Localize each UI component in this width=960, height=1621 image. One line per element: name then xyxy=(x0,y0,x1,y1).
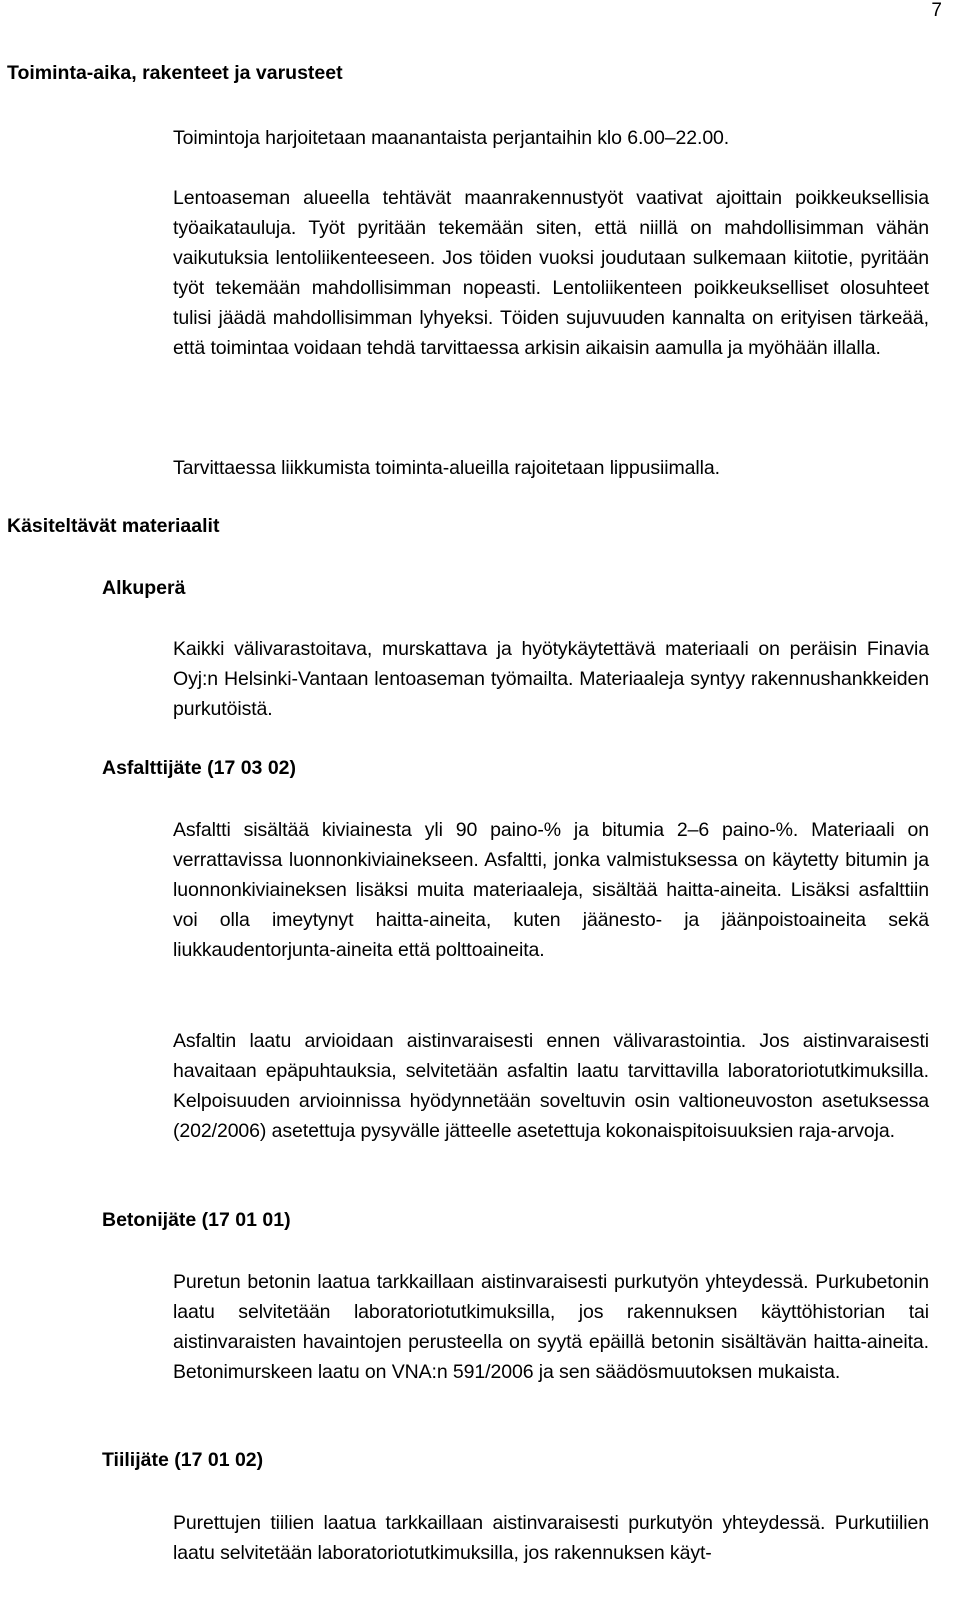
paragraph-asphalt-content: Asfaltti sisältää kiviainesta yli 90 paino-% ja bitumia 2–6 paino-%. Materiaali on verrattavissa luonnonkiviainekseen. Asfaltti, jonka valmistuksessa on käytetty bitumin ja luonnonkiviaineksen lisäksi muita materiaaleja, sisältää haitta-aineita. Lisäksi asfalttiin voi olla imeytynyt haitta-aineita, kuten jäänesto- ja jäänpoistoaineita sekä liukkaudentorjunta-aineita että polttoaineita. xyxy=(173,819,929,961)
paragraph-brick: Purettujen tiilien laatua tarkkaillaan aistinvaraisesti purkutyön yhteydessä. Purkutiilien laatu selvitetään laboratoriotutkimuksilla, jos rakennuksen käyt- xyxy=(173,1512,929,1564)
paragraph-earthworks: Lentoaseman alueella tehtävät maanrakennustyöt vaativat ajoittain poikkeuksellisia työaikatauluja. Työt pyritään tekemään siten, että niillä on mahdollisimman vähän vaikutuksia lentoliikenteeseen. Jos töiden vuoksi joudutaan sulkemaan kiitotie, pyritään työt tekemään mahdollisimman nopeasti. Lentoliikenteen poikkeukselliset olosuhteet tulisi jäädä mahdollisimman lyhyeksi. Töiden sujuvuuden kannalta on erityisen tärkeää, että toimintaa voidaan tehdä tarvittaessa arkisin aikaisin aamulla ja myöhään illalla. xyxy=(173,187,929,359)
subheading-brick-waste: Tiilijäte (17 01 02) xyxy=(102,1449,264,1471)
paragraph-origin: Kaikki välivarastoitava, murskattava ja hyötykäytettävä materiaali on peräisin Finavia Oyj:n Helsinki-Vantaan lentoaseman työmailta. Materiaaleja syntyy rakennushankkeiden purkutöistä. xyxy=(173,638,929,720)
page-number: 7 xyxy=(931,0,942,21)
paragraph-concrete: Puretun betonin laatua tarkkaillaan aistinvaraisesti purkutyön yhteydessä. Purkubetonin laatu selvitetään laboratoriotutkimuksilla, jos rakennuksen käyttöhistorian tai aistinvaraisten havaintojen perusteella on syytä epäillä betonin sisältävän haitta-aineita. Betonimurskeen laatu on VNA:n 591/2006 ja sen säädösmuutoksen mukaista. xyxy=(173,1271,929,1383)
paragraph-operating-hours: Toimintoja harjoitetaan maanantaista perjantaihin klo 6.00–22.00. xyxy=(173,127,730,149)
subheading-asphalt-waste: Asfalttijäte (17 03 02) xyxy=(102,757,297,779)
subheading-concrete-waste: Betonijäte (17 01 01) xyxy=(102,1209,291,1231)
section-heading-materials: Käsiteltävät materiaalit xyxy=(7,515,220,537)
paragraph-access-restriction: Tarvittaessa liikkumista toiminta-alueilla rajoitetaan lippusiimalla. xyxy=(173,457,720,479)
subheading-origin: Alkuperä xyxy=(102,577,186,599)
paragraph-asphalt-quality: Asfaltin laatu arvioidaan aistinvaraisesti ennen välivarastointia. Jos aistinvaraisesti havaitaan epäpuhtauksia, selvitetään asfaltin laatu tarvittavilla laboratoriotutkimuksilla. Kelpoisuuden arvioinnissa hyödynnetään soveltuvin osin valtioneuvoston asetuksessa (202/2006) asetettuja pysyvälle jätteelle asetettuja kokonaispitoisuuksien raja-arvoja. xyxy=(173,1030,929,1142)
section-heading-operating-time: Toiminta-aika, rakenteet ja varusteet xyxy=(7,62,343,84)
